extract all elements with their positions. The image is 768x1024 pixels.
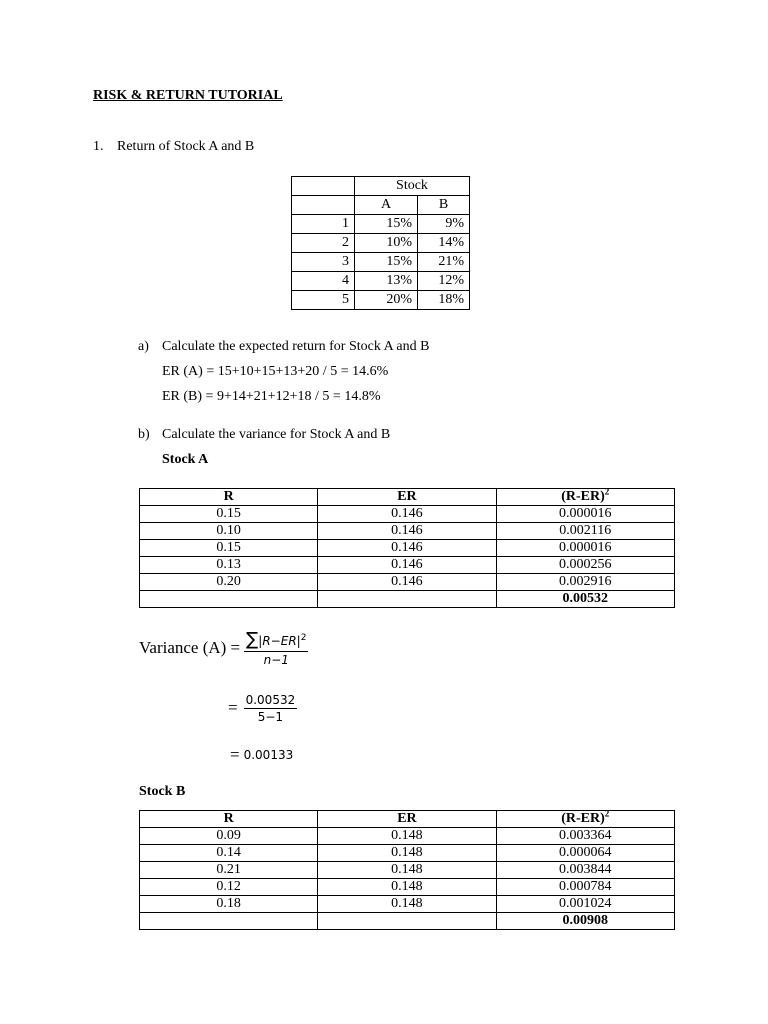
sigma-symbol: ∑ xyxy=(246,629,259,650)
row-number: 4 xyxy=(292,272,355,291)
sq-value: 0.000016 xyxy=(496,506,674,523)
stock-header: Stock xyxy=(355,177,470,196)
table-row xyxy=(140,523,675,540)
sq-value: 0.003844 xyxy=(496,862,674,879)
equals-sign: = xyxy=(228,698,238,717)
page-title: RISK & RETURN TUTORIAL xyxy=(93,88,283,103)
r-value: 0.09 xyxy=(140,828,318,845)
table-row xyxy=(140,540,675,557)
return-b: 12% xyxy=(418,272,470,291)
er-value: 0.148 xyxy=(318,828,496,845)
stock-returns-table xyxy=(291,176,470,310)
r-value: 0.18 xyxy=(140,896,318,913)
empty-cell xyxy=(140,591,318,608)
variance-label: Variance (A) = xyxy=(139,638,241,657)
formula-exponent: 2 xyxy=(300,633,307,643)
col-header-er: ER xyxy=(318,811,496,828)
r-value: 0.21 xyxy=(140,862,318,879)
sq-value: 0.000064 xyxy=(496,845,674,862)
sq-value: 0.000256 xyxy=(496,557,674,574)
sq-value: 0.002916 xyxy=(496,574,674,591)
total-value: 0.00908 xyxy=(496,913,674,930)
variance-table-a xyxy=(139,488,675,608)
part-b-label: b) xyxy=(138,427,150,442)
row-number: 3 xyxy=(292,253,355,272)
step2-fraction xyxy=(244,693,298,724)
sq-value: 0.003364 xyxy=(496,828,674,845)
total-row xyxy=(140,591,675,608)
part-a-label: a) xyxy=(138,339,149,354)
table-row xyxy=(140,879,675,896)
rer-label: (R-ER) xyxy=(561,811,605,826)
table-corner-cell xyxy=(292,177,355,196)
part-a xyxy=(138,339,429,355)
col-header-b: B xyxy=(418,196,470,215)
stock-b-heading: Stock B xyxy=(139,784,186,799)
question-number: 1. xyxy=(93,139,104,154)
equals-sign: = xyxy=(230,745,240,764)
return-a: 15% xyxy=(355,215,418,234)
total-row xyxy=(140,913,675,930)
sq-value: 0.001024 xyxy=(496,896,674,913)
part-a-text: Calculate the expected return for Stock A and B xyxy=(162,339,430,354)
variance-result xyxy=(230,745,293,765)
return-a: 10% xyxy=(355,234,418,253)
er-value: 0.148 xyxy=(318,845,496,862)
formula-fraction xyxy=(244,629,308,667)
table-row xyxy=(292,291,470,310)
variance-formula xyxy=(139,625,308,671)
stock-a-heading: Stock A xyxy=(162,452,209,467)
table-row xyxy=(140,896,675,913)
r-value: 0.14 xyxy=(140,845,318,862)
row-number: 1 xyxy=(292,215,355,234)
table-row xyxy=(140,845,675,862)
er-value: 0.146 xyxy=(318,506,496,523)
return-a: 13% xyxy=(355,272,418,291)
rer-label: (R-ER) xyxy=(561,489,605,504)
return-b: 21% xyxy=(418,253,470,272)
part-b xyxy=(138,427,390,443)
formula-numerator xyxy=(244,629,308,652)
r-value: 0.10 xyxy=(140,523,318,540)
total-value: 0.00532 xyxy=(496,591,674,608)
table-empty-cell xyxy=(292,196,355,215)
r-value: 0.15 xyxy=(140,540,318,557)
table-row xyxy=(292,253,470,272)
step2-numerator: 0.00532 xyxy=(245,692,296,707)
er-value: 0.148 xyxy=(318,896,496,913)
table-row xyxy=(292,215,470,234)
sq-value: 0.000784 xyxy=(496,879,674,896)
er-value: 0.148 xyxy=(318,879,496,896)
variance-step-2 xyxy=(228,690,297,726)
sq-value: 0.000016 xyxy=(496,540,674,557)
sq-value: 0.002116 xyxy=(496,523,674,540)
table-row xyxy=(140,828,675,845)
r-value: 0.15 xyxy=(140,506,318,523)
table-row xyxy=(140,862,675,879)
r-value: 0.12 xyxy=(140,879,318,896)
r-value: 0.13 xyxy=(140,557,318,574)
er-value: 0.148 xyxy=(318,862,496,879)
col-header-r: R xyxy=(140,811,318,828)
return-a: 20% xyxy=(355,291,418,310)
table-row xyxy=(292,234,470,253)
variance-table-b xyxy=(139,810,675,930)
variance-a-value: 0.00133 xyxy=(243,748,294,762)
rer-exponent: 2 xyxy=(604,486,610,497)
return-a: 15% xyxy=(355,253,418,272)
er-value: 0.146 xyxy=(318,523,496,540)
er-value: 0.146 xyxy=(318,557,496,574)
abs-diff: |R−ER| xyxy=(258,634,301,648)
row-number: 2 xyxy=(292,234,355,253)
col-header-er: ER xyxy=(318,489,496,506)
question-1 xyxy=(93,139,254,155)
col-header-rer xyxy=(496,486,674,506)
empty-cell xyxy=(140,913,318,930)
col-header-rer xyxy=(496,808,674,828)
empty-cell xyxy=(318,913,496,930)
table-row xyxy=(292,272,470,291)
table-row xyxy=(140,574,675,591)
return-b: 14% xyxy=(418,234,470,253)
question-text: Return of Stock A and B xyxy=(117,139,255,154)
er-value: 0.146 xyxy=(318,574,496,591)
er-a-line: ER (A) = 15+10+15+13+20 / 5 = 14.6% xyxy=(162,364,389,379)
rer-exponent: 2 xyxy=(604,808,610,819)
er-value: 0.146 xyxy=(318,540,496,557)
part-b-text: Calculate the variance for Stock A and B xyxy=(162,427,391,442)
table-row xyxy=(140,506,675,523)
empty-cell xyxy=(318,591,496,608)
col-header-a: A xyxy=(355,196,418,215)
er-b-line: ER (B) = 9+14+21+12+18 / 5 = 14.8% xyxy=(162,389,381,404)
formula-denominator: n−1 xyxy=(263,653,289,667)
table-row xyxy=(140,557,675,574)
row-number: 5 xyxy=(292,291,355,310)
return-b: 18% xyxy=(418,291,470,310)
return-b: 9% xyxy=(418,215,470,234)
r-value: 0.20 xyxy=(140,574,318,591)
col-header-r: R xyxy=(140,489,318,506)
step2-denominator: 5−1 xyxy=(257,709,284,724)
